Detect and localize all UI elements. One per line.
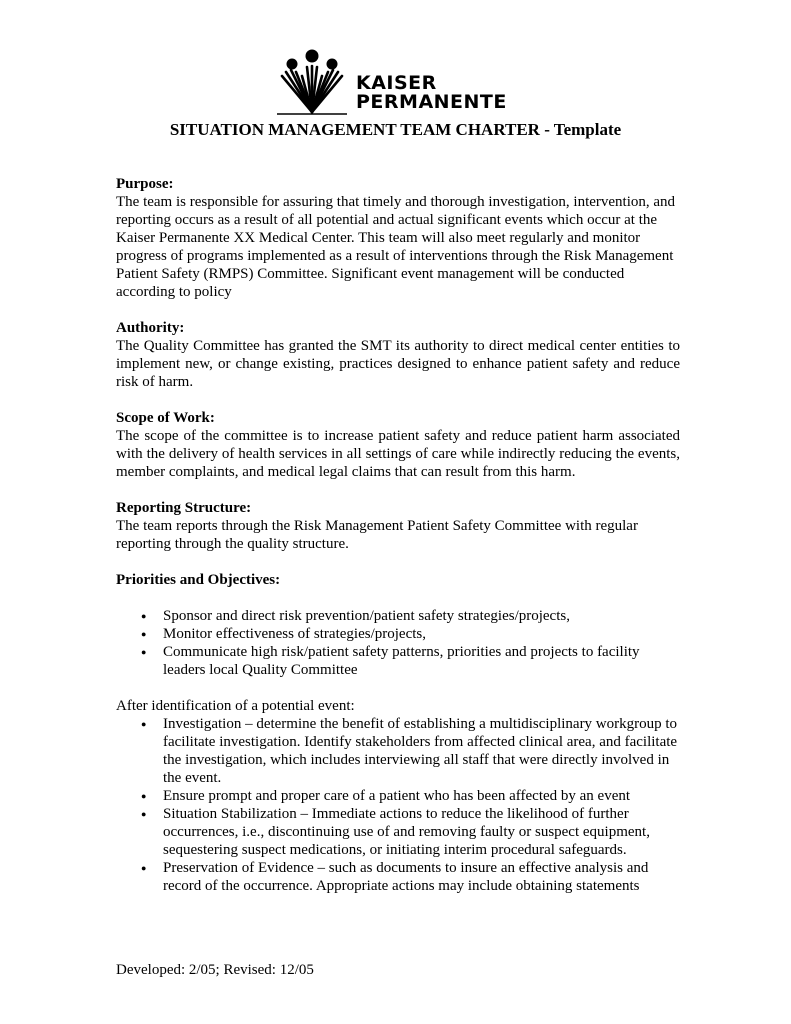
- purpose-heading: Purpose:: [116, 176, 174, 192]
- purpose-section: [116, 175, 680, 301]
- scope-section: [116, 409, 680, 481]
- authority-section: [116, 319, 680, 391]
- spacer: [116, 589, 680, 607]
- list-item: ● Situation Stabilization – Immediate actions to reduce the likelihood of further occurrences, i.e., discontinuing use of and removing faulty or suspect equipment, sequestering suspect medications, or initiating interim procedural safeguards.: [163, 805, 680, 859]
- list-item: ● Ensure prompt and proper care of a patient who has been affected by an event: [163, 787, 680, 805]
- after-event-section: [116, 697, 680, 895]
- after-event-intro: After identification of a potential event:: [116, 698, 355, 714]
- list-item: ● Sponsor and direct risk prevention/patient safety strategies/projects,: [163, 607, 680, 625]
- reporting-text: The team reports through the Risk Management Patient Safety Committee with regular reporting through the quality structure.: [116, 518, 638, 552]
- priorities-section: [116, 571, 680, 679]
- scope-heading: Scope of Work:: [116, 410, 215, 426]
- document-body: [116, 175, 680, 913]
- after-event-list: [116, 715, 680, 895]
- list-item: ● Monitor effectiveness of strategies/projects,: [163, 625, 680, 643]
- list-item: ● Investigation – determine the benefit of establishing a multidisciplinary workgroup to facilitate investigation. Identify stakeholders from affected clinical area, and facilitate the investigation, which includes interviewing all staff that were directly involved in the event.: [163, 715, 680, 787]
- purpose-text: The team is responsible for assuring that timely and thorough investigation, intervention, and reporting occurs as a result of all potential and actual significant events which occur at the Kaiser Permanente XX Medical Center. This team will also meet regularly and monitor progress of programs implemented as a result of interventions through the Risk Management Patient Safety (RMPS) Committee. Significant event management will be conducted according to policy: [116, 194, 676, 300]
- logo-wordmark: [356, 74, 507, 112]
- priorities-list: [116, 607, 680, 679]
- scope-text: The scope of the committee is to increase patient safety and reduce patient harm associated with the delivery of health services in all settings of care while indirectly reducing the events, member complaints, and medical legal claims that can result from this harm.: [116, 428, 680, 480]
- reporting-section: [116, 499, 680, 553]
- reporting-heading: Reporting Structure:: [116, 500, 252, 516]
- page-footer: Developed: 2/05; Revised: 12/05: [116, 962, 314, 978]
- list-item: ● Communicate high risk/patient safety patterns, priorities and projects to facility leaders local Quality Committee: [163, 643, 680, 679]
- list-item: ● Preservation of Evidence – such as documents to insure an effective analysis and record of the occurrence. Appropriate actions may include obtaining statements: [163, 859, 680, 895]
- authority-text: The Quality Committee has granted the SMT its authority to direct medical center entities to implement new, or change existing, practices designed to enhance patient safety and reduce risk of harm.: [116, 338, 680, 390]
- logo-line-1: KAISER: [356, 72, 437, 94]
- people-logo-icon: [274, 48, 354, 118]
- kaiser-permanente-logo: [274, 48, 524, 118]
- priorities-heading: Priorities and Objectives:: [116, 572, 281, 588]
- logo-line-2: PERMANENTE: [356, 91, 507, 113]
- document-title: SITUATION MANAGEMENT TEAM CHARTER - Template: [169, 120, 622, 139]
- authority-heading: Authority:: [116, 320, 185, 336]
